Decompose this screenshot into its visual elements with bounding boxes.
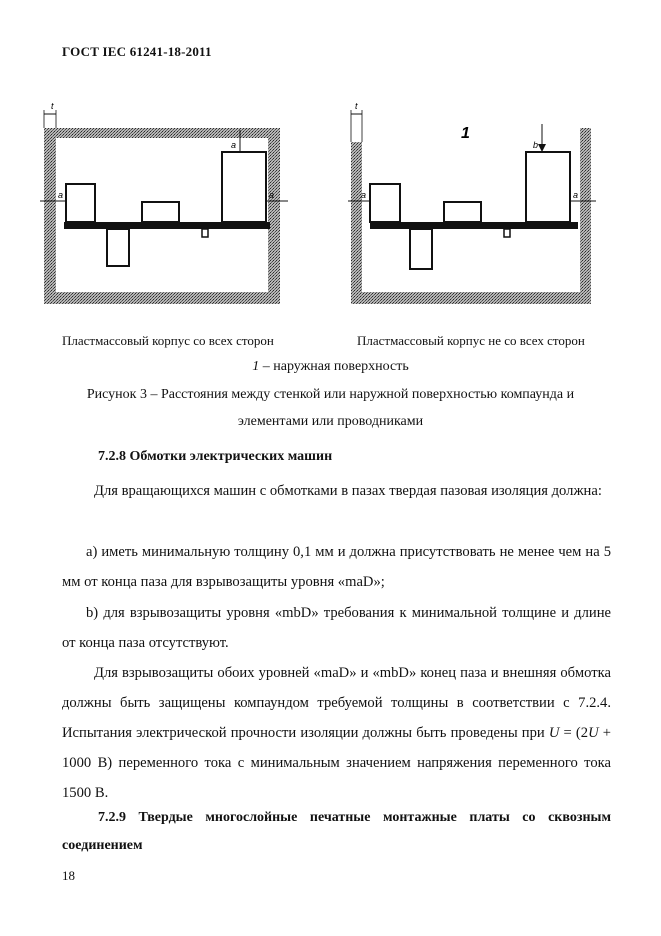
- right-component-3: [526, 152, 570, 222]
- right-component-1: [370, 184, 400, 222]
- right-b-arrowhead: [538, 144, 546, 152]
- paragraph-both-levels: [62, 658, 611, 808]
- left-a-label-3: a: [231, 140, 237, 150]
- left-component-2: [142, 202, 179, 222]
- variable-u: U: [548, 725, 560, 741]
- right-component-5: [504, 229, 510, 237]
- figure-title-line-2: элементами или проводниками: [237, 414, 424, 429]
- left-component-1: [66, 184, 95, 222]
- right-enclosure-diagram: [348, 101, 596, 304]
- left-a-label-1: a: [58, 190, 64, 200]
- figure-legend: [0, 359, 661, 375]
- legend-text: – наружная поверхность: [259, 359, 409, 374]
- list-item-a: а) иметь минимальную толщину 0,1 мм и должна присутствовать не менее чем на 5 мм от конца паза для взрывозащиты уровня «maD»;: [62, 544, 611, 590]
- left-board: [64, 222, 270, 229]
- right-b-label: b: [533, 140, 539, 150]
- variable-u-2: U: [588, 725, 599, 741]
- left-component-5: [202, 229, 208, 237]
- left-component-3: [222, 152, 266, 222]
- outer-surface-label: 1: [461, 125, 470, 142]
- right-t-label: t: [355, 101, 358, 111]
- right-board: [370, 222, 578, 229]
- left-t-label: t: [51, 101, 54, 111]
- left-component-4: [107, 229, 129, 266]
- right-a-label-1: a: [361, 190, 367, 200]
- right-component-4: [410, 229, 432, 269]
- right-component-2: [444, 202, 481, 222]
- caption-right: Пластмассовый корпус не со всех сторон: [357, 333, 585, 348]
- figure-3-diagram: [36, 98, 616, 320]
- caption-left: Пластмассовый корпус со всех сторон: [62, 333, 274, 348]
- paragraph-text-start: Для взрывозащиты обоих уровней «maD» и «mbD» конец паза и внешняя обмотка должны быть защищены компаундом требуемой толщины в соответствии с 7.2.4. Испытания электрической прочности изоляции должны быть проведены при: [62, 665, 611, 741]
- section-heading-7-2-9: 7.2.9 Твердые многослойные печатные монтажные платы со сквозным соединением: [62, 810, 611, 853]
- page-number: 18: [62, 868, 75, 883]
- paragraph-text-end: + 1000 В) переменного тока с минимальным значением напряжения переменного тока 1500 В.: [62, 725, 612, 801]
- paragraph-text-mid: = (2: [559, 725, 589, 741]
- left-enclosure-diagram: [40, 101, 288, 304]
- section-heading-7-2-8: 7.2.8 Обмотки электрических машин: [98, 449, 333, 464]
- paragraph-intro: Для вращающихся машин с обмотками в пазах твердая пазовая изоляция должна:: [94, 483, 602, 499]
- document-header: ГОСТ IEC 61241-18-2011: [62, 44, 212, 59]
- legend-number: 1: [252, 359, 260, 374]
- list-item-b: b) для взрывозащиты уровня «mbD» требования к минимальной толщине и длине от конца паза отсутствуют.: [62, 605, 611, 651]
- right-a-label-2: a: [573, 190, 579, 200]
- figure-title-line-1: Рисунок 3 – Расстояния между стенкой или наружной поверхностью компаунда и: [86, 387, 575, 402]
- left-a-label-2: a: [269, 190, 275, 200]
